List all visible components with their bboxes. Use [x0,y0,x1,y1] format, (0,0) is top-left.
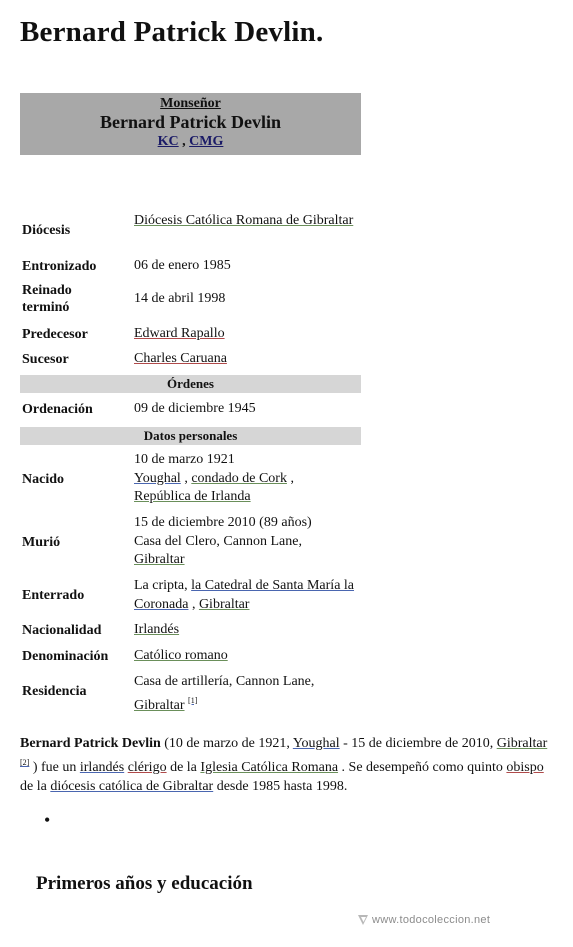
infobox-name: Bernard Patrick Devlin [100,112,281,132]
value-buried [134,577,360,614]
label-denomination: Denominación [22,649,109,664]
label-enthroned: Entronizado [22,259,97,274]
row-reign-ended [20,282,361,318]
infobox-header [20,93,361,155]
irish-link[interactable]: Irlandés [134,622,180,637]
died-date: 15 de diciembre 2010 (89 años) [134,515,312,530]
kc-link[interactable]: KC [157,134,179,149]
intro-paragraph [20,734,560,796]
value-born [134,451,360,507]
bullet-point: • [44,810,51,830]
para-text-3: ) fue un [29,760,80,775]
cmg-link[interactable]: CMG [189,134,224,149]
subject-name: Bernard Patrick Devlin [20,736,161,751]
label-diocese: Diócesis [22,223,71,238]
label-nationality: Nacionalidad [22,623,102,638]
catholic-link[interactable]: Católico romano [134,648,228,663]
row-enthroned [20,257,361,277]
value-died [134,514,360,570]
value-ordination: 09 de diciembre 1945 [134,401,256,416]
born-sep-1: , [180,470,192,486]
para-gibraltar-link[interactable]: Gibraltar [496,736,548,751]
predecessor-link[interactable]: Edward Rapallo [134,326,225,341]
irish-adjective-link[interactable]: irlandés [79,760,125,775]
label-buried: Enterrado [22,588,85,603]
diocese-link[interactable]: Diócesis Católica Romana de Gibraltar [134,213,354,228]
died-place-line: Casa del Clero, Cannon Lane, [134,533,302,549]
row-nationality [20,621,361,641]
postnominal-separator: , [178,134,190,149]
row-successor [20,350,361,370]
section-heading: Primeros años y educación [36,873,253,894]
label-died: Murió [22,535,61,550]
youghal-link[interactable]: Youghal [134,470,181,486]
diocese-paragraph-link[interactable]: diócesis católica de Gibraltar [50,779,214,794]
value-diocese [134,212,360,231]
buried-sep: , [188,596,199,612]
label-successor: Sucesor [22,352,69,367]
section-personal: Datos personales [20,427,361,445]
residence-gibraltar-link[interactable]: Gibraltar [134,697,185,713]
value-denomination [134,647,360,666]
church-link[interactable]: Iglesia Católica Romana [200,760,339,775]
page-title: Bernard Patrick Devlin. [20,16,324,48]
born-country-line [134,488,360,507]
born-sep-2: , [286,470,294,486]
born-place-line [134,470,360,489]
row-born [20,451,361,509]
para-text-6: . Se desempeñó como quinto [338,760,507,775]
para-youghal-link[interactable]: Youghal [292,736,340,751]
watermark-logo-icon [357,913,370,926]
died-city-line [134,551,360,570]
para-text-7: de la [20,779,51,794]
value-residence [134,673,360,715]
ireland-link[interactable]: República de Irlanda [134,489,251,504]
label-reign-ended: Reinado terminó [22,283,72,315]
died-gibraltar-link[interactable]: Gibraltar [134,552,185,567]
successor-link[interactable]: Charles Caruana [134,351,227,366]
cathedral-link[interactable]: la Catedral de Santa María la Coronada [134,578,355,612]
row-diocese [20,212,361,250]
reference-1[interactable]: [1] [188,695,198,705]
para-text-1: (10 de marzo de 1921, [160,736,293,751]
value-reign-ended: 14 de abril 1998 [134,291,226,306]
buried-prefix: La cripta, [134,578,192,593]
buried-gibraltar-link[interactable]: Gibraltar [198,596,250,612]
row-denomination [20,647,361,667]
born-date: 10 de marzo 1921 [134,452,235,467]
para-text-5: de la [166,760,201,775]
residence-line: Casa de artillería, Cannon Lane, [134,674,315,689]
cleric-link[interactable]: clérigo [127,760,167,775]
value-predecessor [134,325,360,344]
row-died [20,514,361,572]
honorific: Monseñor [160,96,221,111]
residence-city-line [134,692,360,716]
para-text-2: - 15 de diciembre de 2010, [339,736,497,751]
row-predecessor [20,325,361,345]
para-text-8: desde 1985 hasta 1998. [213,779,348,794]
reference-2[interactable]: [2] [20,758,30,767]
row-ordination [20,400,361,420]
bishop-link[interactable]: obispo [506,760,544,775]
cork-link[interactable]: condado de Cork [191,470,287,486]
label-ordination: Ordenación [22,402,93,417]
value-successor [134,350,360,369]
label-born: Nacido [22,472,64,487]
row-residence [20,673,361,713]
label-residence: Residencia [22,684,87,699]
section-orders: Órdenes [20,375,361,393]
value-nationality [134,621,360,640]
row-buried [20,577,361,615]
watermark: www.todocoleccion.net [372,914,491,926]
postnominals [20,133,361,150]
label-predecessor: Predecesor [22,327,88,342]
value-enthroned: 06 de enero 1985 [134,258,231,273]
